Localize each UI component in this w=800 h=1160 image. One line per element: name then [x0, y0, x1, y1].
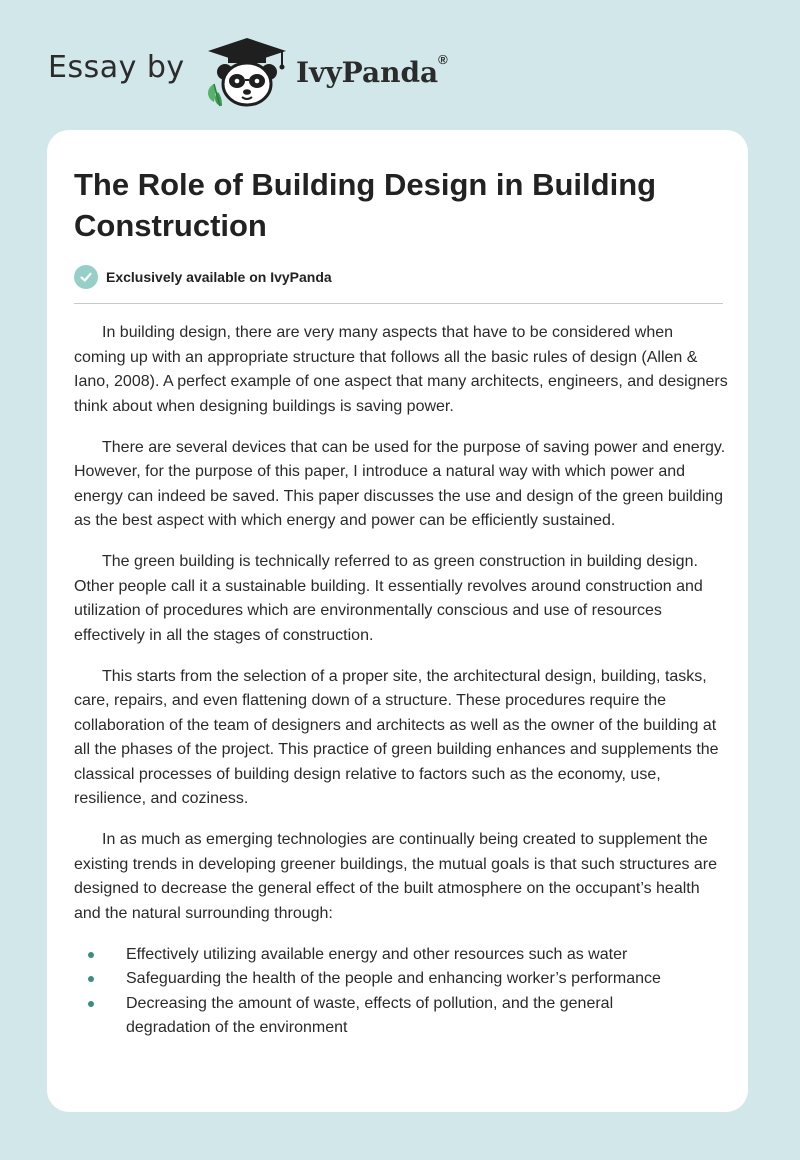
checkmark-icon — [74, 265, 98, 289]
essay-by-label: Essay by — [48, 50, 185, 85]
panda-graduate-logo-icon[interactable] — [202, 36, 292, 108]
essay-title: The Role of Building Design in Building Construction — [74, 167, 657, 243]
paragraph: In as much as emerging technologies are continually being created to supplement the existing trends in developing greener buildings, the mutual goals is that such structures are designed to decrease the general effect of the built atmosphere on the occupant’s health and the natural surrounding through: — [74, 831, 718, 922]
bullet-dot-icon — [88, 1001, 94, 1007]
bullet-dot-icon — [88, 952, 94, 958]
list-item-text: Safeguarding the health of the people and enhancing worker’s performance — [126, 970, 661, 987]
essay-body — [74, 321, 729, 1041]
paragraph: The green building is technically referred to as green construction in building design. Other people call it a sustainable building. It essentially revolves around construction and utilization of procedures which are environmentally conscious and use of resources effectively in all the stages of construction. — [74, 553, 703, 644]
paragraph: This starts from the selection of a proper site, the architectural design, building, tasks, care, repairs, and even flattening down of a structure. These procedures require the collaboration of the team of designers and architects as well as the owner of the building at all the phases of the project. This practice of green building enhances and supplements the classical processes of building design relative to factors such as the economy, use, resilience, and coziness. — [74, 667, 719, 807]
exclusive-badge-label: Exclusively available on IvyPanda — [106, 269, 332, 285]
exclusive-badge — [74, 265, 332, 289]
bullet-dot-icon — [88, 976, 94, 982]
site-header — [48, 36, 508, 116]
list-item-text: Effectively utilizing available energy and other resources such as water — [126, 945, 628, 963]
brand-text: IvyPanda — [296, 56, 439, 89]
paragraph: There are several devices that can be used for the purpose of saving power and energy. However, for the purpose of this paper, I introduce a natural way with which power and energy can indeed be saved. This paper discusses the use and design of the green building as the best aspect with which energy and power can be efficiently sustained. — [74, 438, 726, 529]
essay-card — [47, 130, 748, 1112]
registered-mark: ® — [438, 52, 448, 67]
divider — [74, 303, 723, 304]
list-item — [74, 992, 666, 1041]
list-item-text: Decreasing the amount of waste, effects of pollution, and the general degradation of the environment — [126, 994, 614, 1036]
brand-name[interactable] — [296, 52, 448, 89]
bullet-list — [74, 943, 729, 1041]
paragraph: In building design, there are very many aspects that have to be considered when coming up with an appropriate structure that follows all the basic rules of design (Allen & Iano, 2008). A perfect example of one aspect that many architects, engineers, and designers think about when designing buildings is saving power. — [74, 324, 728, 415]
list-item — [74, 943, 666, 968]
list-item — [74, 967, 666, 992]
